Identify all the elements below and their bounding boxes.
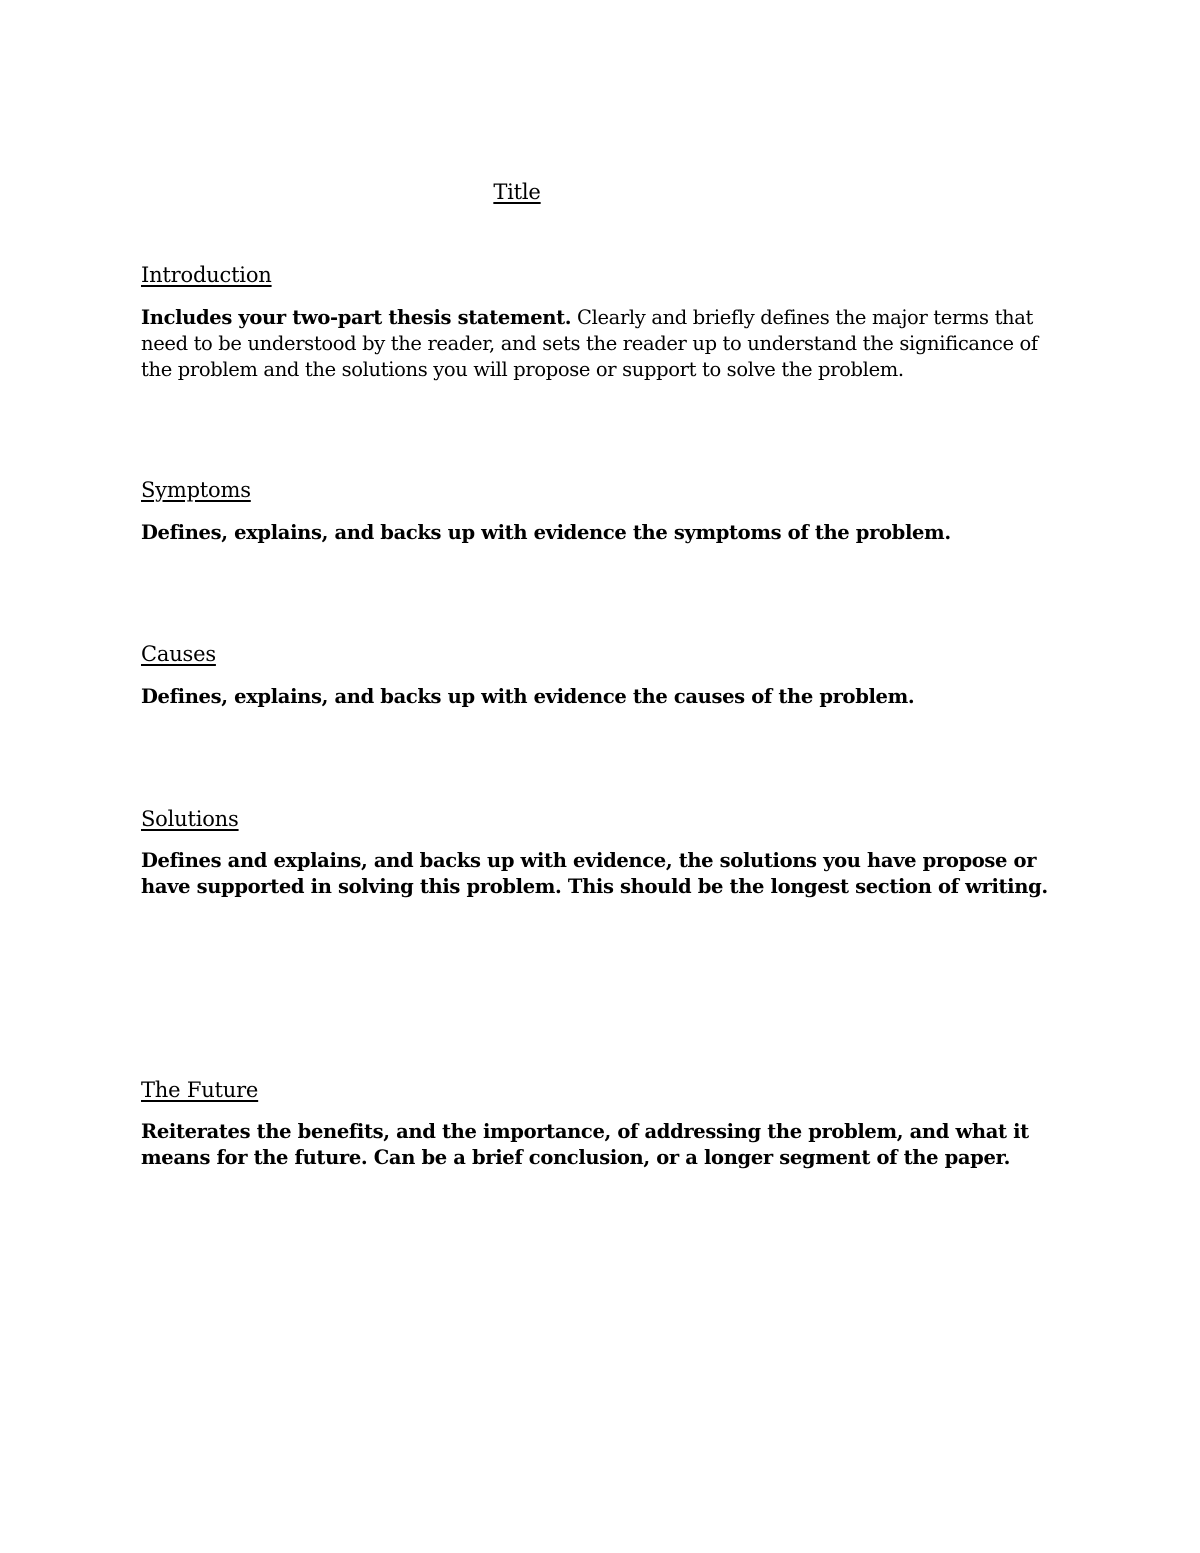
symptoms-body: Defines, explains, and backs up with evidence the symptoms of the problem. (141, 521, 951, 544)
solutions-body: Defines and explains, and backs up with evidence, the solutions you have propose or have supported in solving this problem. This should be the longest section of writing. (141, 849, 1048, 898)
introduction-body (141, 305, 1061, 383)
introduction-thesis-text: Includes your two-part thesis statement. (141, 306, 572, 329)
solutions-heading: Solutions (141, 807, 239, 831)
causes-heading: Causes (141, 642, 216, 666)
introduction-description-text: Clearly and briefly defines the major terms that need to be understood by the reader, and sets the reader up to understand the significance of the problem and the solutions you will propose or support to solve the problem. (141, 306, 1038, 381)
symptoms-heading: Symptoms (141, 478, 251, 502)
causes-body: Defines, explains, and backs up with evidence the causes of the problem. (141, 685, 915, 708)
introduction-heading: Introduction (141, 263, 272, 287)
future-body: Reiterates the benefits, and the importance, of addressing the problem, and what it means for the future. Can be a brief conclusion, or a longer segment of the paper. (141, 1120, 1029, 1169)
future-heading: The Future (141, 1078, 259, 1102)
document-title: Title (493, 180, 541, 204)
